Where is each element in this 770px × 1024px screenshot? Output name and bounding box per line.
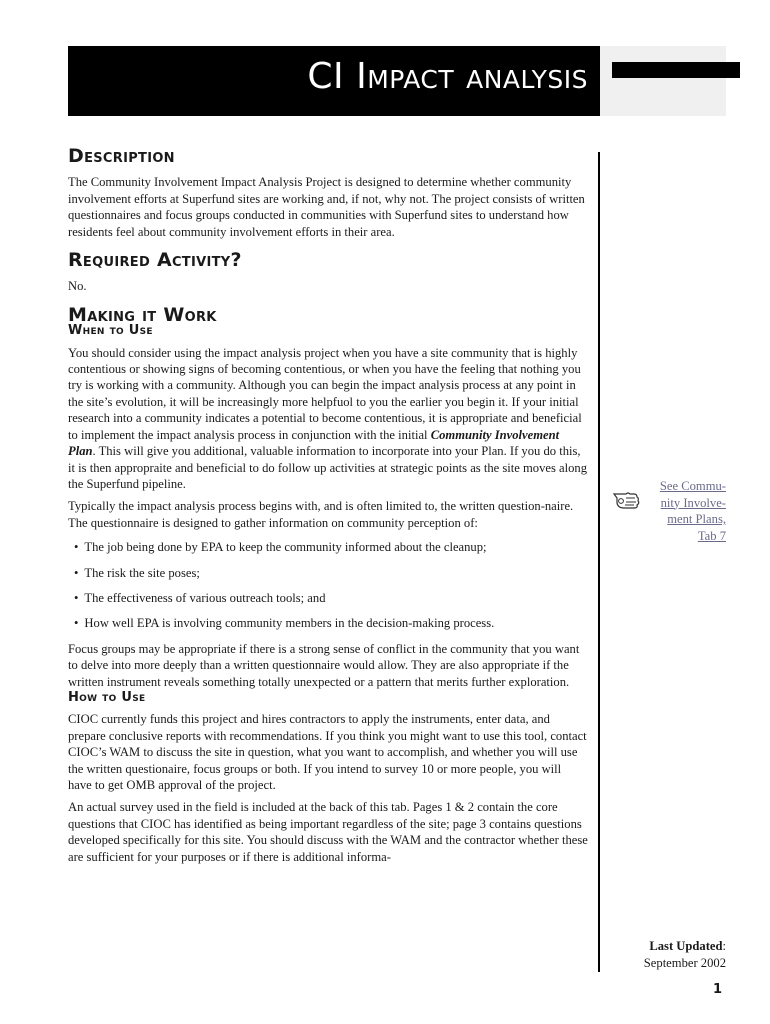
required-activity-text: No.: [68, 279, 87, 294]
page-title: CI Impact analysis: [307, 56, 588, 97]
required-activity-heading: Required Activity?: [68, 249, 242, 272]
perception-list: [68, 539, 588, 632]
pointing-hand-icon: [612, 484, 642, 512]
column-divider: [598, 152, 600, 972]
sidebar-cross-reference: [612, 478, 728, 548]
list-item: • The effectiveness of various outreach tools; and: [74, 590, 588, 606]
link-line: nity Involve-: [660, 495, 726, 510]
link-line: ment Plans,: [667, 512, 726, 526]
main-content: [68, 145, 588, 865]
how-to-use-heading: How to Use: [68, 689, 146, 705]
list-item: • How well EPA is involving community members in the decision-making process.: [74, 615, 588, 631]
last-updated-label: Last Updated: [649, 939, 723, 953]
when-to-use-paragraph-1: [68, 345, 588, 493]
last-updated-colon: :: [722, 939, 726, 953]
description-heading: Description: [68, 145, 175, 167]
community-involvement-plan-ref: Community Involvement Plan: [68, 427, 560, 459]
banner-tab-bar: [612, 62, 740, 78]
when-p1-text-b: . This will give you additional, valuable information to incorporate into your Plan. If you do this, it is then appropraite and beneficial to do follow up activities at strategic points as the site moves along the Superfund pipeline.: [68, 444, 588, 491]
title-banner: [68, 46, 600, 116]
banner-side-panel: [600, 46, 726, 116]
how-to-use-paragraph-2: An actual survey used in the field is included at the back of this tab. Pages 1 & 2 contain the core questions that CIOC has identified as being important regardless of the site; page 3 contains questions developed specifically for this site. You should discuss with the WAM and the contractor whether these are sufficient for your purposes or if there is additional informa-: [68, 800, 588, 864]
last-updated-label-line: [620, 938, 726, 955]
last-updated-date: September 2002: [643, 956, 726, 970]
last-updated: [620, 938, 726, 972]
description-text: The Community Involvement Impact Analysis Project is designed to determine whether community involvement efforts at Superfund sites are working and, if not, why not. The project consists of written questionnaires and focus groups conducted in communities with Superfund sites to understand how residents feel about community involvement efforts in their area.: [68, 175, 585, 239]
link-line: Tab 7: [697, 528, 726, 543]
link-line: See Commu-: [659, 479, 726, 493]
making-it-work-heading: Making it Work: [68, 303, 217, 326]
when-to-use-paragraph-2: Typically the impact analysis process begins with, and is often limited to, the written question-naire. The questionnaire is designed to gather information on community perception of:: [68, 499, 574, 530]
when-to-use-paragraph-3: Focus groups may be appropriate if there is a strong sense of conflict in the community that you want to delve into more deeply than a written questionnaire would allow. They are also appropriate if the written instrument reveals something totally unexpected or a pattern that merits further exploration.: [68, 641, 580, 689]
page-number: 1: [712, 982, 722, 997]
when-to-use-heading: When to Use: [68, 323, 153, 339]
how-to-use-paragraph-1: CIOC currently funds this project and hires contractors to apply the instruments, enter data, and prepare conclusive reports with recommendations. If you think you might want to use this tool, contact CIOC’s WAM to discuss the site in question, what you want to accomplish, and whether you will use the written questionaire, focus groups or both. If you intend to survey 10 or more people, you will have to get OMB approval of the project.: [68, 712, 587, 792]
community-involvement-plans-link[interactable]: [646, 478, 726, 544]
list-item: • The risk the site poses;: [74, 565, 588, 581]
list-item: • The job being done by EPA to keep the community informed about the cleanup;: [74, 539, 588, 555]
when-p1-text-a: You should consider using the impact analysis project when you have a site community that is highly contentious or showing signs of becoming contentious, or when you have the feeling that nothing you try is working with a community. Although you can begin the impact analysis process at any point in the site’s evolution, it will be increasingly more helpfuol to you the earlier you begin it. If your initial research into a community indicates a potential to become contentious, it is appropriate and beneficial to implement the impact analysis process in conjunction with the initial: [68, 345, 582, 442]
